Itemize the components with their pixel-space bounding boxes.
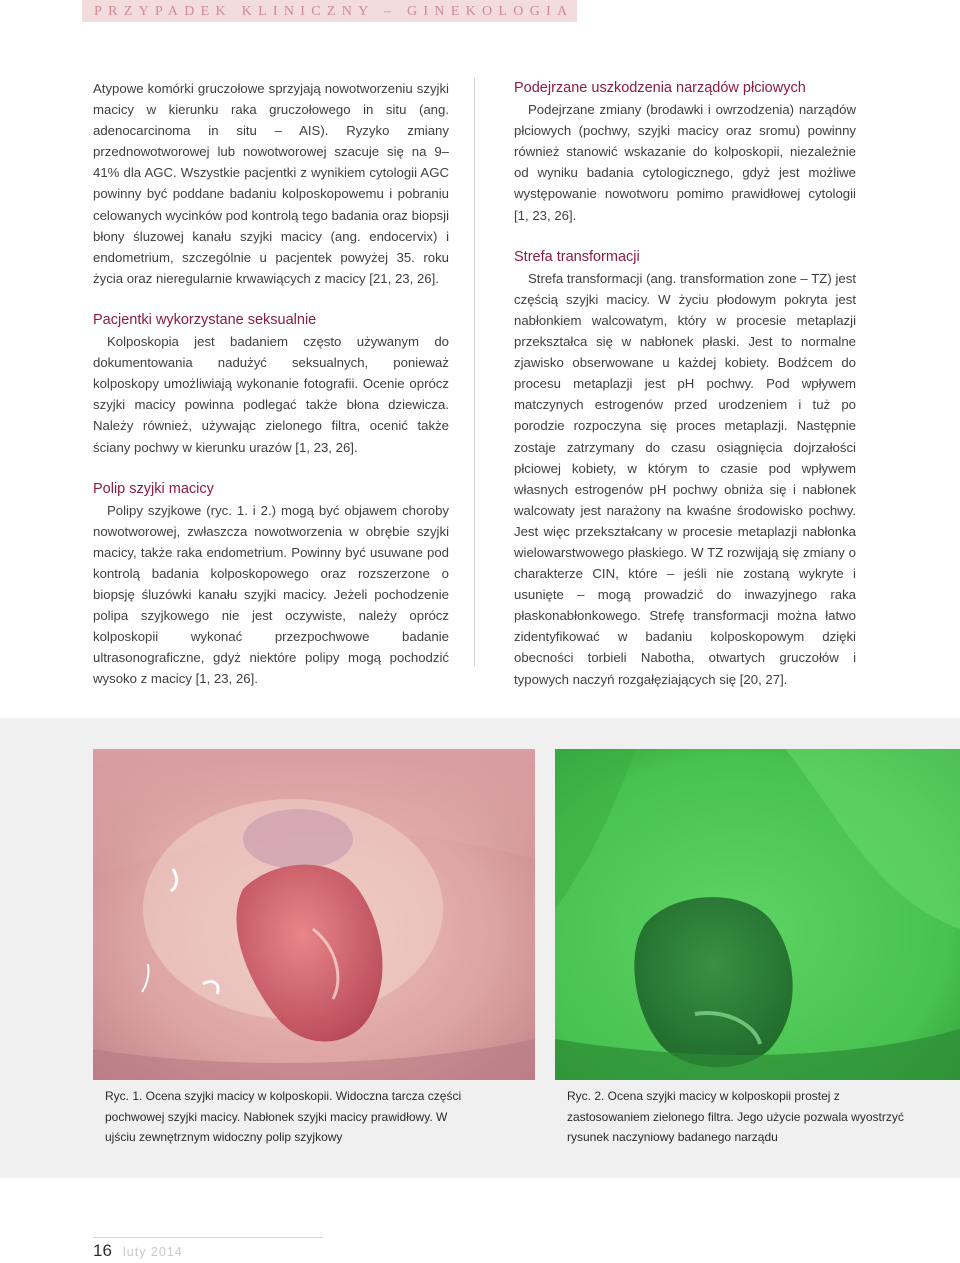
figures-panel (0, 718, 960, 1178)
left-column (93, 78, 449, 690)
right-column (514, 78, 856, 690)
intro-paragraph: Atypowe komórki gruczołowe sprzyjają nowotworzeniu szyjki macicy w kierunku raka gruczołowego in situ (ang. adenocarcinoma in situ – AIS). Ryzyko zmiany przednowotworowej lub nowotworowej szacuje się na 9–41% dla AGC. Wszystkie pacjentki z wynikiem cytologii AGC powinny być poddane badaniu kolposkopowemu i pobraniu celowanych wycinków pod kontrolą tego badania oraz biopsji błony śluzowej kanału szyjki macicy (ang. endocervix) i endometrium, szczególnie u pacjentek powyżej 35. roku życia oraz nieregularnie krwawiących z macicy [21, 23, 26]. (93, 81, 449, 286)
colposcopy-photo-1-image (93, 749, 535, 1080)
colposcopy-photo-2 (555, 749, 960, 1080)
section-body-transformation-zone: Strefa transformacji (ang. transformation zone – TZ) jest częścią szyjki macicy. W życiu płodowym pokryta jest nabłonkiem walcowatym, który w procesie metaplazji przekształca się w nabłonek płaski. Jest to normalne zjawisko obserwowane u każdej kobiety. Bodźcem do procesu metaplazji jest pH pochwy. Pod wpływem matczynych estrogenów przed urodzeniem i tuż po porodzie rozpoczyna się proces metaplazji. Następnie zostaje zatrzymany do czasu osiągnięcia dojrzałości płciowej kobiety, w którym to czasie pod wpływem własnych estrogenów pH pochwy obniża się i nabłonek walcowaty jest narażony na kwaśne środowisko pochwy. Jest więc przekształcany w procesie metaplazji nabłonka wielowarstwowego płaskiego. W TZ rozwijają się zmiany o charakterze CIN, które – jeśli nie zostaną wykryte i usunięte – mogą prowadzić do inwazyjnego raka płaskonabłonkowego. Strefę transformacji można łatwo zidentyfikować w badaniu kolposkopowym dzięki obecności torbieli Nabotha, otwartych gruczołów i typowych naczyń rozgałęziających się [20, 27]. (514, 270, 856, 687)
section-body-cervical-polyp: Polipy szyjkowe (ryc. 1. i 2.) mogą być objawem choroby nowotworowej, zwłaszcza nowotworzenia w obrębie szyjki macicy, także raka endometrium. Powinny być usuwane pod kontrolą badania kolposkopowego oraz rozszerzone o biopsję śluzówki kanału szyjki macicy. Jeżeli pochodzenie polipa szyjkowego nie jest oczywiste, należy oprócz kolposkopii wykonać przezpochwowe badanie ultrasonograficzne, gdyż niektóre polipy mogą pochodzić wysoko z macicy [1, 23, 26]. (93, 502, 449, 687)
section-heading-genital-lesions: Podejrzane uszkodzenia narządów płciowych (514, 80, 806, 96)
section-body-genital-lesions: Podejrzane zmiany (brodawki i owrzodzenia) narządów płciowych (pochwy, szyjki macicy oraz sromu) powinny również stanowić wskazanie do kolposkopii, niezależnie od wyniku badania cytologicznego, gdyż jest możliwe występowanie nowotworu pomimo prawidłowej cytologii [1, 23, 26]. (514, 102, 856, 223)
colposcopy-photo-1 (93, 749, 535, 1080)
footer-divider (93, 1237, 323, 1238)
page-number: 16 (93, 1241, 112, 1260)
section-heading-transformation-zone: Strefa transformacji (514, 248, 640, 265)
section-body-sexual-abuse: Kolposkopia jest badaniem często używanym do dokumentowania nadużyć seksualnych, ponieważ kolposkopy umożliwiają wykonanie fotografii. Ocenie oprócz szyjki macicy powinna podlegać także błona dziewicza. Należy również, używając zielonego filtra, ocenić także ściany pochwy w kierunku urazów [1, 23, 26]. (93, 334, 449, 455)
figure-1-caption: Ryc. 1. Ocena szyjki macicy w kolposkopii. Widoczna tarcza części pochwowej szyjki macicy. Nabłonek szyjki macicy prawidłowy. W ujściu zewnętrznym widoczny polip szyjkowy (105, 1089, 462, 1144)
column-divider (474, 78, 475, 666)
issue-date: luty 2014 (123, 1245, 183, 1259)
figure-2-caption: Ryc. 2. Ocena szyjki macicy w kolposkopii prostej z zastosowaniem zielonego filtra. Jego użycie pozwala wyostrzyć rysunek naczyniowy badanego narządu (567, 1089, 904, 1144)
section-heading-cervical-polyp: Polip szyjki macicy (93, 480, 214, 497)
running-header: PRZYPADEK KLINICZNY – GINEKOLOGIA (82, 0, 577, 22)
section-heading-sexual-abuse: Pacjentki wykorzystane seksualnie (93, 311, 317, 328)
colposcopy-photo-2-image (555, 749, 960, 1080)
